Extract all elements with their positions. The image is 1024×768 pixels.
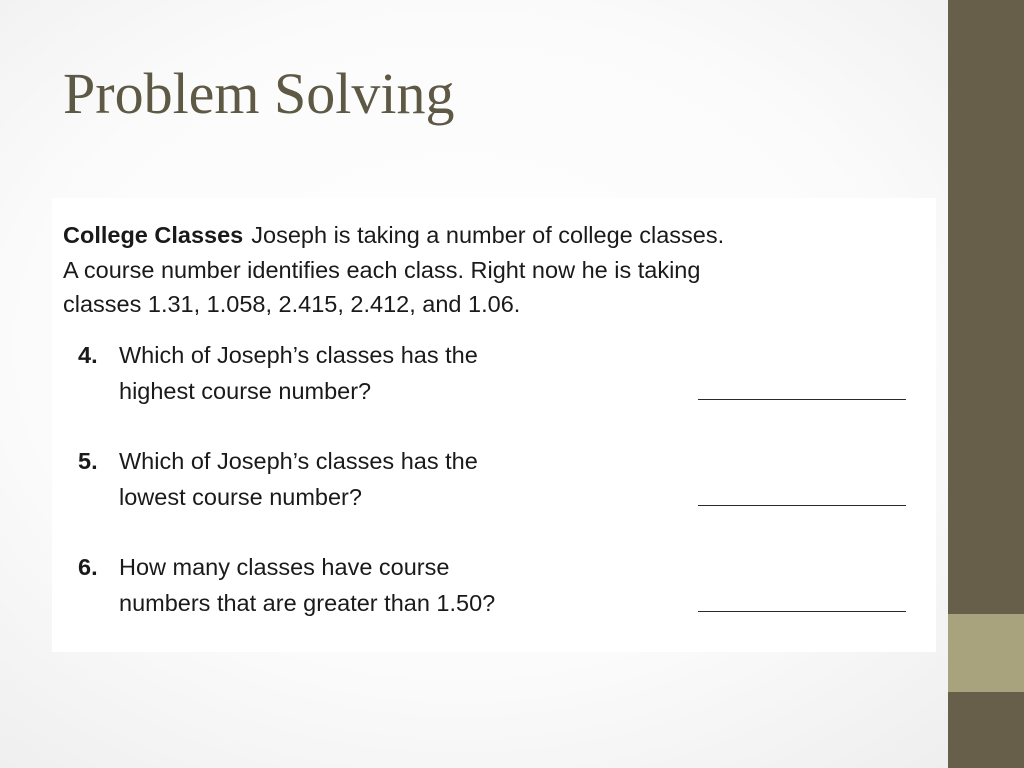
question-4 bbox=[52, 337, 936, 417]
answer-blank[interactable] bbox=[698, 505, 906, 506]
slide-title: Problem Solving bbox=[63, 61, 455, 126]
question-number: 6. bbox=[78, 554, 98, 580]
question-line-2: highest course number? bbox=[119, 378, 372, 404]
question-5 bbox=[52, 443, 936, 523]
question-line-2: lowest course number? bbox=[119, 484, 362, 510]
question-text bbox=[119, 337, 679, 409]
sidebar-accent-block bbox=[948, 614, 1024, 692]
problem-lead: College Classes bbox=[63, 222, 244, 248]
question-number: 4. bbox=[78, 342, 98, 368]
question-text bbox=[119, 443, 679, 515]
answer-blank[interactable] bbox=[698, 611, 906, 612]
question-line-1: Which of Joseph’s classes has the bbox=[119, 342, 478, 368]
intro-line-2: A course number identifies each class. Right now he is taking bbox=[63, 256, 701, 283]
question-line-1: How many classes have course bbox=[119, 554, 450, 580]
question-text bbox=[119, 549, 679, 621]
intro-line-3: classes 1.31, 1.058, 2.415, 2.412, and 1.06. bbox=[63, 291, 521, 317]
question-number: 5. bbox=[78, 448, 98, 474]
question-6 bbox=[52, 549, 936, 629]
question-line-1: Which of Joseph’s classes has the bbox=[119, 448, 478, 474]
problem-intro bbox=[63, 218, 923, 322]
worksheet-image bbox=[52, 198, 936, 652]
answer-blank[interactable] bbox=[698, 399, 906, 400]
question-line-2: numbers that are greater than 1.50? bbox=[119, 590, 496, 616]
intro-line-1: Joseph is taking a number of college classes. bbox=[251, 222, 725, 248]
